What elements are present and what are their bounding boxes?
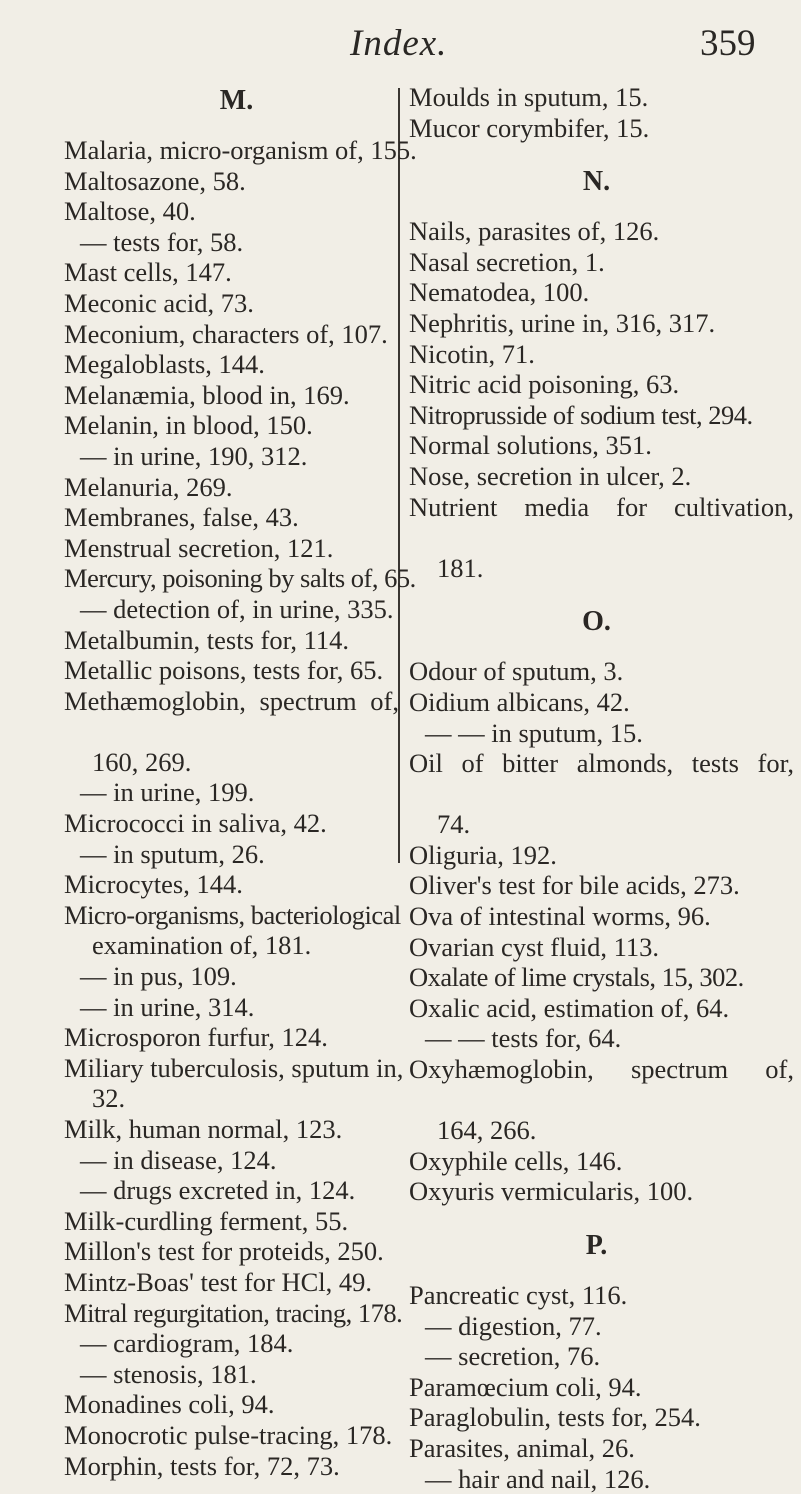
index-subentry: — — tests for, 64. [425,1023,622,1054]
index-entry: Oxyphile cells, 146. [409,1145,623,1176]
index-entry: Moulds in sputum, 15. [409,82,649,112]
running-title: Index. [350,23,448,64]
index-entry: Nutrient media for cultivation, [409,491,794,522]
index-entry: Pancreatic cyst, 116. [409,1280,628,1310]
index-entry: Menstrual secretion, 121. [64,532,334,563]
index-entry: Oxalate of lime crystals, 15, 302. [409,962,744,993]
index-entry: Mitral regurgitation, tracing, 178. [64,1297,403,1328]
index-entry: Mintz-Boas' test for HCl, 49. [64,1266,373,1297]
page-number: 359 [700,23,756,64]
index-subentry: — in urine, 199. [80,777,255,808]
right-column [409,82,794,1494]
index-entry: Millon's test for proteids, 250. [64,1236,384,1267]
index-entry: Odour of sputum, 3. [409,656,624,687]
index-entry: Nose, secretion in ulcer, 2. [409,460,692,491]
index-entry: Monadines coli, 94. [64,1389,275,1420]
index-subentry: — in urine, 190, 312. [80,440,308,471]
index-entry: Oxalic acid, estimation of, 64. [409,992,730,1023]
index-entry: Oxyhæmoglobin, spectrum of, [409,1054,794,1085]
index-entry: Monocrotic pulse-tracing, 178. [64,1419,393,1450]
left-column [64,82,417,1481]
index-entry: Milk-curdling ferment, 55. [64,1205,349,1236]
index-entry: Maltosazone, 58. [64,165,246,196]
section-heading-n: N. [582,166,611,198]
index-entry: Melanin, in blood, 150. [64,410,313,441]
section-heading-m: M. [219,85,254,116]
index-entry: Megaloblasts, 144. [64,349,265,380]
section-heading-p: P. [585,1230,608,1261]
index-entry: Oxyuris vermicularis, 100. [409,1176,694,1207]
index-entry: Oil of bitter almonds, tests for, [409,748,794,779]
index-entry: Oliguria, 192. [409,839,557,870]
index-entry: Milk, human normal, 123. [64,1114,343,1144]
index-entry: Oidium albicans, 42. [409,686,630,717]
index-subentry: — stenosis, 181. [80,1358,257,1389]
running-header [0,14,801,64]
index-entry: Paramœcium coli, 94. [409,1371,642,1402]
index-entry: Microsporon furfur, 124. [64,1022,328,1053]
index-entry: Meconic acid, 73. [64,287,254,318]
index-subentry: — digestion, 77. [425,1310,602,1341]
index-entry: Mucor corymbifer, 15. [409,112,650,143]
index-subentry: — in urine, 314. [80,991,255,1022]
index-entry: Nails, parasites of, 126. [409,216,660,247]
index-subentry: — — in sputum, 15. [425,717,643,748]
index-entry: Nasal secretion, 1. [409,246,605,277]
index-entry: Nitroprusside of sodium test, 294. [409,399,753,430]
index-entry: Metalbumin, tests for, 114. [64,624,350,655]
index-subentry: — secretion, 76. [425,1341,601,1372]
index-entry: Microcytes, 144. [64,869,243,900]
index-entry: Oliver's test for bile acids, 273. [409,870,740,901]
index-entry-continuation: examination of, 181. [92,930,312,961]
index-entry: Ovarian cyst fluid, 113. [409,931,659,962]
section-heading-o: O. [582,606,611,638]
index-entry: Malaria, micro-organism of, 155. [64,135,417,165]
index-entry: Parasites, animal, 26. [409,1432,635,1463]
index-subentry: — in pus, 109. [80,961,237,992]
index-entry: Meconium, characters of, 107. [64,318,388,349]
index-entry: Normal solutions, 351. [409,430,652,461]
index-entry: Paraglobulin, tests for, 254. [409,1402,701,1433]
index-entry: Nephritis, urine in, 316, 317. [409,307,716,338]
index-entry: Maltose, 40. [64,196,196,227]
index-subentry: — in disease, 124. [80,1144,277,1175]
index-entry: Micrococci in saliva, 42. [64,808,327,839]
index-entry: Nitric acid poisoning, 63. [409,369,680,400]
index-entry-continuation: 74. [437,809,471,840]
index-entry: Mast cells, 147. [64,257,232,288]
index-entry: Metallic poisons, tests for, 65. [64,655,384,686]
index-subentry: — cardiogram, 184. [80,1328,294,1359]
index-subentry: — in sputum, 26. [80,838,265,869]
index-entry: Morphin, tests for, 72, 73. [64,1450,340,1481]
index-entry-continuation: 181. [437,552,484,583]
index-entry: Nicotin, 71. [409,338,535,369]
index-entry: Methæmoglobin, spectrum of, [64,685,399,716]
index-entry: Melanæmia, blood in, 169. [64,379,350,410]
index-entry-continuation: 32. [92,1083,126,1114]
index-subentry: — hair and nail, 126. [425,1463,651,1494]
index-entry: Ova of intestinal worms, 96. [409,901,711,932]
index-entry: Miliary tuberculosis, sputum in, [64,1052,404,1083]
index-entry-continuation: 160, 269. [92,746,192,777]
index-entry: Nematodea, 100. [409,277,590,308]
index-entry: Micro-organisms, bacteriological [64,899,401,930]
index-entry: Membranes, false, 43. [64,502,299,533]
index-subentry: — tests for, 58. [80,226,244,257]
index-entry: Melanuria, 269. [64,471,233,502]
index-subentry: — detection of, in urine, 335. [80,593,394,624]
index-subentry: — drugs excreted in, 124. [80,1175,356,1206]
index-entry: Mercury, poisoning by salts of, 65. [64,563,416,594]
index-entry-continuation: 164, 266. [437,1115,537,1146]
